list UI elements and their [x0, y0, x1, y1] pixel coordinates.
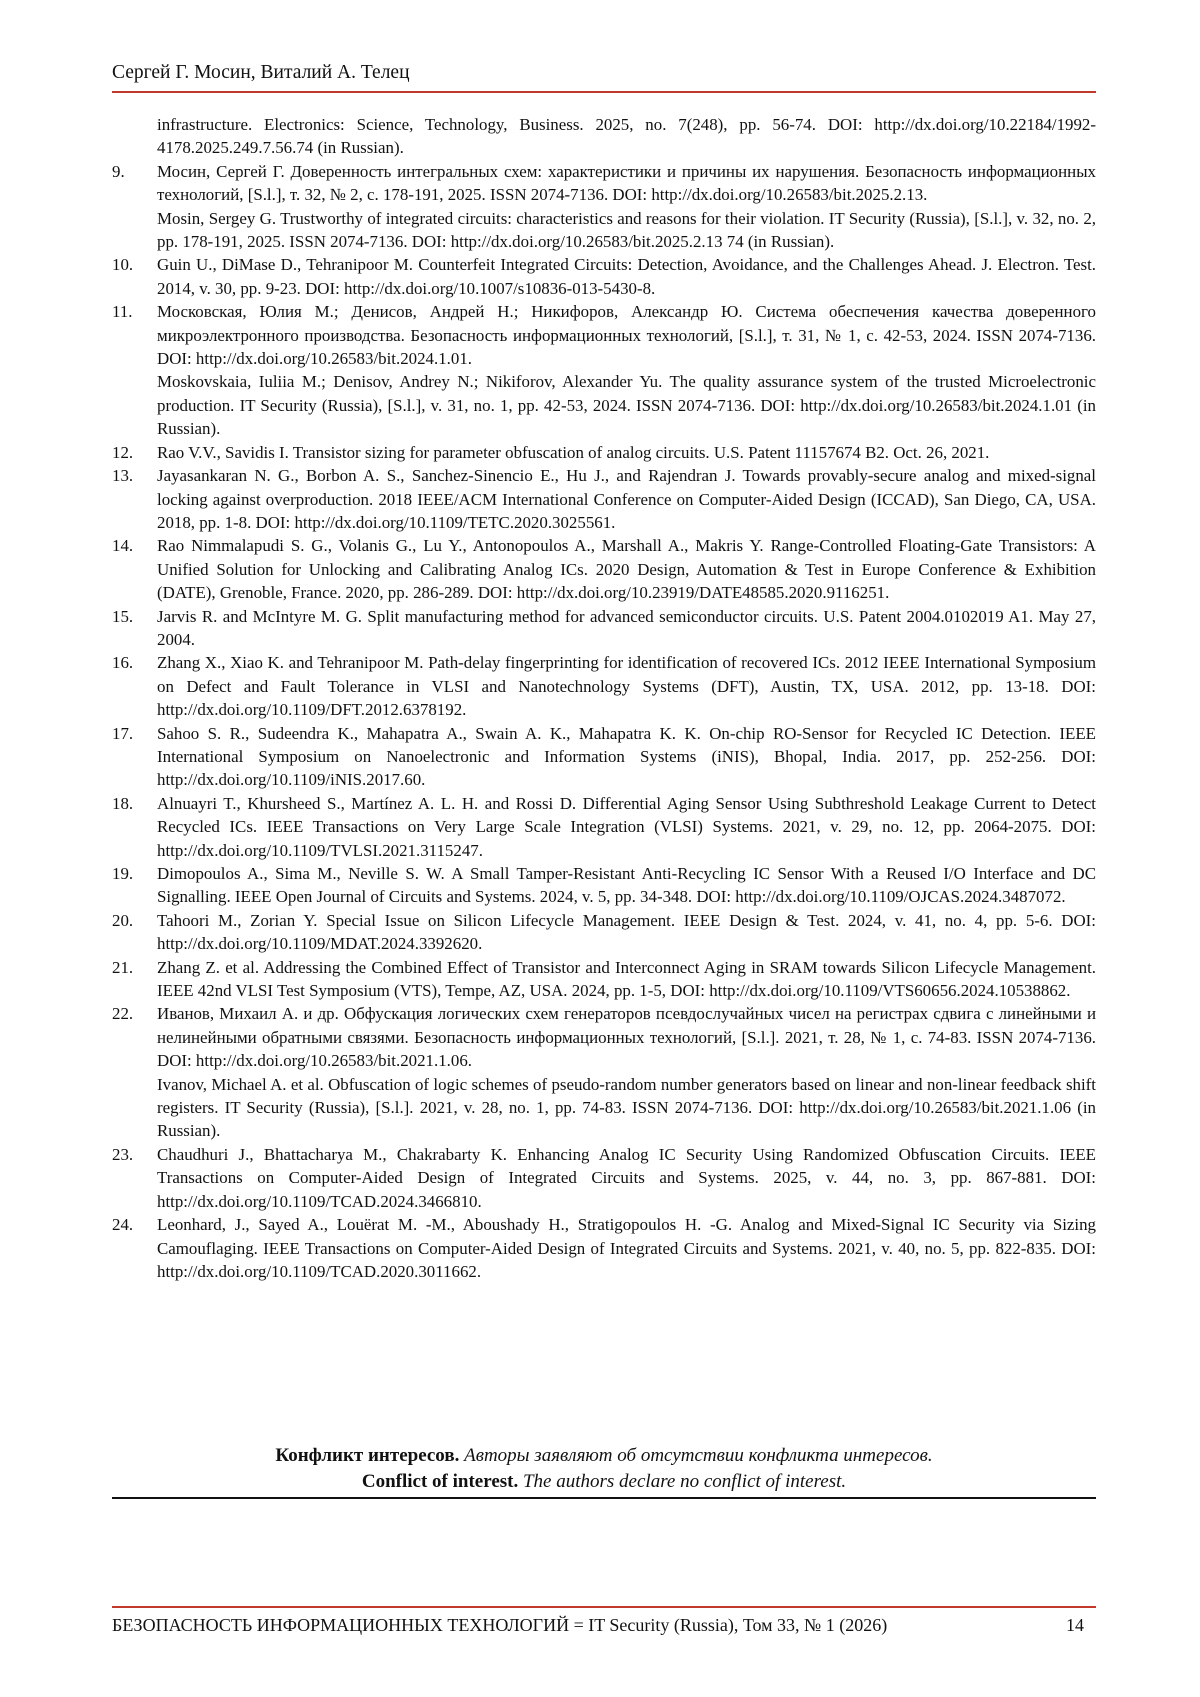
conflict-en: [112, 1469, 1096, 1495]
reference-number: 21.: [112, 957, 134, 977]
reference-number: 23.: [112, 1144, 134, 1164]
reference-text: Ivanov, Michael A. et al. Obfuscation of logic schemes of pseudo-random number generators based on linear and non-linear feedback shift registers. IT Security (Russia), [S.l.]. 2021, v. 28, no. 1, pp. 74-83. ISSN 2074-7136. DOI: http://dx.doi.org/10.26583/bit.2021.1.06 (in Russian).: [157, 1074, 1096, 1141]
reference-body: [157, 651, 1096, 721]
reference-number: 22.: [112, 1004, 134, 1024]
reference-body: [157, 253, 1096, 300]
reference-body: [157, 160, 1096, 254]
reference-entry: [112, 300, 1096, 440]
journal-title: БЕЗОПАСНОСТЬ ИНФОРМАЦИОННЫХ ТЕХНОЛОГИЙ = IT Security (Russia), Том 33, № 1 (2026): [112, 1615, 888, 1635]
reference-entry: [112, 113, 1096, 160]
conflict-of-interest: [112, 1443, 1096, 1495]
reference-number: 10.: [112, 255, 134, 275]
reference-text: infrastructure. Electronics: Science, Technology, Business. 2025, no. 7(248), pp. 56-74. DOI: http://dx.doi.org/10.22184/1992-4178.2025.249.7.56.74 (in Russian).: [157, 115, 1096, 158]
reference-body: [157, 534, 1096, 604]
reference-text: Московская, Юлия М.; Денисов, Андрей Н.; Никифоров, Александр Ю. Система обеспечения качества доверенного микроэлектронного производства. Безопасность информационных технологий, [S.l.], т. 31, № 1, с. 42-53, 2024. ISSN 2074-7136. DOI: http://dx.doi.org/10.26583/bit.2024.1.01.: [157, 302, 1096, 369]
page-footer: [112, 1615, 1096, 1636]
reference-entry: [112, 909, 1096, 956]
reference-entry: [112, 722, 1096, 792]
page-number: 14: [1066, 1615, 1084, 1635]
reference-text: Mosin, Sergey G. Trustworthy of integrated circuits: characteristics and reasons for their violation. IT Security (Russia), [S.l.], v. 32, no. 2, pp. 178-191, 2025. ISSN 2074-7136. DOI: http://dx.doi.org/10.26583/bit.2025.2.13 74 (in Russian).: [157, 208, 1096, 252]
reference-entry: [112, 792, 1096, 862]
reference-text: Rao Nimmalapudi S. G., Volanis G., Lu Y., Antonopoulos A., Marshall A., Makris Y. Range-Controlled Floating-Gate Transistors: A Unified Solution for Unlocking and Calibrating Analog ICs. 2020 Design, Automation & Test in Europe Conference & Exhibition (DATE), Grenoble, France. 2020, pp. 286-289. DOI: http://dx.doi.org/10.23919/DATE48585.2020.9116251.: [157, 536, 1096, 603]
reference-number: 19.: [112, 864, 134, 883]
reference-text: Иванов, Михаил А. и др. Обфускация логических схем генераторов псевдослучайных чисел на регистрах сдвига с линейными и нелинейными обратными связями. Безопасность информационных технологий, [S.l.]. 2021, т. 28, № 1, с. 74-83. ISSN 2074-7136. DOI: http://dx.doi.org/10.26583/bit.2021.1.06.: [157, 1004, 1096, 1071]
reference-body: [157, 862, 1096, 909]
reference-text: Jayasankaran N. G., Borbon A. S., Sanchez-Sinencio E., Hu J., and Rajendran J. Towards provably-secure analog and mixed-signal locking against overproduction. 2018 IEEE/ACM International Conference on Computer-Aided Design (ICCAD), San Diego, CA, USA. 2018, pp. 1-8. DOI: http://dx.doi.org/10.1109/TETC.2020.3025561.: [157, 466, 1096, 532]
reference-body: [157, 605, 1096, 652]
conflict-ru-label: Конфликт интересов.: [275, 1445, 460, 1466]
conflict-en-label: Conflict of interest.: [361, 1471, 519, 1492]
reference-number: 13.: [112, 466, 134, 486]
reference-text: Zhang Z. et al. Addressing the Combined Effect of Transistor and Interconnect Aging in SRAM towards Silicon Lifecycle Management. IEEE 42nd VLSI Test Symposium (VTS), Tempe, AZ, USA. 2024, pp. 1-5, DOI: http://dx.doi.org/10.1109/VTS60656.2024.10538862.: [157, 957, 1096, 1001]
reference-text: Мосин, Сергей Г. Доверенность интегральных схем: характеристики и причины их нарушения. Безопасность информационных технологий, [S.l.], т. 32, № 2, с. 178-191, 2025. ISSN 2074-7136. DOI: http://dx.doi.org/10.26583/bit.2025.2.13.: [157, 161, 1096, 205]
conflict-en-text: The authors declare no conflict of interest.: [522, 1471, 847, 1492]
reference-number: 16.: [112, 653, 134, 673]
reference-body: [157, 1213, 1096, 1283]
reference-text: Zhang X., Xiao K. and Tehranipoor M. Path-delay fingerprinting for identification of recovered ICs. 2012 IEEE International Symposium on Defect and Fault Tolerance in VLSI and Nanotechnology Systems (DFT), Austin, TX, USA. 2012, pp. 13-18. DOI: http://dx.doi.org/10.1109/DFT.2012.6378192.: [157, 653, 1096, 720]
reference-text: Alnuayri T., Khursheed S., Martínez A. L. H. and Rossi D. Differential Aging Sensor Using Subthreshold Leakage Current to Detect Recycled ICs. IEEE Transactions on Very Large Scale Integration (VLSI) Systems. 2021, v. 29, no. 12, pp. 2064-2075. DOI: http://dx.doi.org/10.1109/TVLSI.2021.3115247.: [157, 793, 1096, 860]
reference-entry: [112, 534, 1096, 604]
reference-entry: [112, 160, 1096, 254]
conflict-ru-text: Авторы заявляют об отсутствии конфликта интересов.: [464, 1445, 933, 1466]
reference-number: 24.: [112, 1215, 134, 1235]
reference-number: 9.: [112, 161, 125, 181]
reference-number: 12.: [112, 442, 134, 462]
reference-text: Chaudhuri J., Bhattacharya M., Chakrabarty K. Enhancing Analog IC Security Using Randomized Obfuscation Circuits. IEEE Transactions on Computer-Aided Design of Integrated Circuits and Systems. 2025, v. 44, no. 3, pp. 867-881. DOI: http://dx.doi.org/10.1109/TCAD.2024.3466810.: [157, 1144, 1096, 1211]
reference-number: 17.: [112, 723, 134, 743]
reference-text: Moskovskaia, Iuliia M.; Denisov, Andrey N.; Nikiforov, Alexander Yu. The quality assurance system of the trusted Microelectronic production. IT Security (Russia), [S.l.], v. 31, no. 1, pp. 42-53, 2024. ISSN 2074-7136. DOI: http://dx.doi.org/10.26583/bit.2024.1.01 (in Russian).: [157, 372, 1096, 439]
reference-text: Guin U., DiMase D., Tehranipoor M. Counterfeit Integrated Circuits: Detection, Avoidance, and the Challenges Ahead. J. Electron. Test. 2014, v. 30, pp. 9-23. DOI: http://dx.doi.org/10.1007/s10836-013-5430-8.: [157, 255, 1096, 298]
reference-body: [157, 1143, 1096, 1213]
reference-text: Jarvis R. and McIntyre M. G. Split manufacturing method for advanced semiconductor circuits. U.S. Patent 2004.0102019 A1. May 27, 2004.: [157, 606, 1096, 649]
reference-text: Sahoo S. R., Sudeendra K., Mahapatra A., Swain A. K., Mahapatra K. K. On-chip RO-Sensor for Recycled IC Detection. IEEE International Symposium on Nanoelectronic and Information Systems (iNIS), Bhopal, India. 2017, pp. 252-256. DOI: http://dx.doi.org/10.1109/iNIS.2017.60.: [157, 723, 1096, 790]
reference-body: [157, 441, 1096, 464]
reference-number: 14.: [112, 536, 134, 556]
reference-entry: [112, 651, 1096, 721]
reference-entry: [112, 464, 1096, 534]
reference-entry: [112, 956, 1096, 1003]
reference-number: [112, 113, 157, 160]
reference-text: Dimopoulos A., Sima M., Neville S. W. A Small Tamper-Resistant Anti-Recycling IC Sensor With a Reused I/O Interface and DC Signalling. IEEE Open Journal of Circuits and Systems. 2024, v. 5, pp. 34-348. DOI: http://dx.doi.org/10.1109/OJCAS.2024.3487072.: [157, 864, 1096, 907]
reference-body: [157, 792, 1096, 862]
reference-list: [112, 113, 1096, 1283]
reference-entry: [112, 862, 1096, 909]
reference-entry: [112, 441, 1096, 464]
reference-number: 11.: [112, 302, 133, 322]
reference-number: 20.: [112, 910, 134, 930]
reference-number: 15.: [112, 606, 134, 626]
reference-text: Leonhard, J., Sayed A., Louërat M. -M., Aboushady H., Stratigopoulos H. -G. Analog and Mixed-Signal IC Security via Sizing Camouflaging. IEEE Transactions on Computer-Aided Design of Integrated Circuits and Systems. 2021, v. 40, no. 5, pp. 822-835. DOI: http://dx.doi.org/10.1109/TCAD.2020.3011662.: [157, 1215, 1096, 1281]
conflict-ru: [112, 1443, 1096, 1469]
reference-text: Tahoori M., Zorian Y. Special Issue on Silicon Lifecycle Management. IEEE Design & Test. 2024, v. 41, no. 4, pp. 5-6. DOI: http://dx.doi.org/10.1109/MDAT.2024.3392620.: [157, 910, 1096, 954]
reference-body: [157, 464, 1096, 534]
reference-entry: [112, 1143, 1096, 1213]
reference-entry: [112, 253, 1096, 300]
reference-entry: [112, 605, 1096, 652]
reference-body: [157, 113, 1096, 160]
reference-body: [157, 956, 1096, 1003]
reference-body: [157, 1002, 1096, 1142]
footer-rule: [112, 1606, 1096, 1608]
header-rule: [112, 91, 1096, 93]
reference-entry: [112, 1213, 1096, 1283]
running-header: Сергей Г. Мосин, Виталий А. Телец: [112, 62, 410, 83]
reference-body: [157, 300, 1096, 440]
reference-number: 18.: [112, 793, 134, 813]
reference-text: Rao V.V., Savidis I. Transistor sizing for parameter obfuscation of analog circuits. U.S. Patent 11157674 B2. Oct. 26, 2021.: [157, 442, 990, 462]
reference-body: [157, 909, 1096, 956]
reference-entry: [112, 1002, 1096, 1142]
section-rule: [112, 1497, 1096, 1499]
reference-body: [157, 722, 1096, 792]
